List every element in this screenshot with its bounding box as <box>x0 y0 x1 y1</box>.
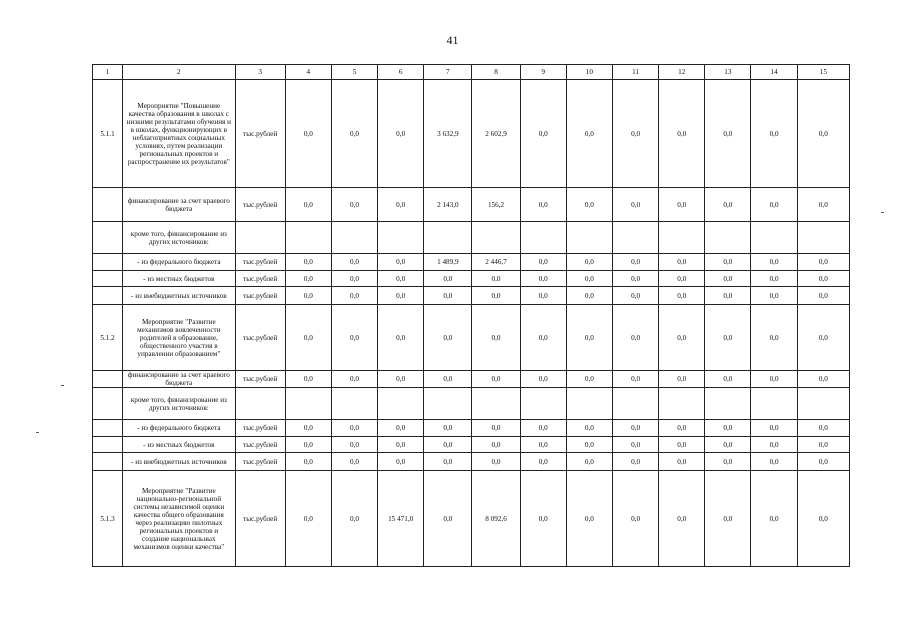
code-cell: 5.1.3 <box>93 471 123 567</box>
value-cell: 0,0 <box>751 80 797 188</box>
value-cell <box>472 222 520 254</box>
value-cell: 0,0 <box>520 305 566 371</box>
header-cell: 2 <box>123 65 235 80</box>
unit-cell: тыс.рублей <box>235 254 285 271</box>
description-cell: Мероприятие "Развитие механизмов вовлеченности родителей в образование, общественного участия в управлении образованием" <box>123 305 235 371</box>
description-cell: Мероприятие "Повышение качества образования в школах с низкими результатами обучения и в школах, функционирующих в неблагоприятных социальных условиях, путем реализации региональных проектов и распространение их результатов" <box>123 80 235 188</box>
table-row <box>93 388 850 420</box>
value-cell <box>378 222 424 254</box>
value-cell: 0,0 <box>331 271 377 287</box>
code-cell <box>93 254 123 271</box>
value-cell <box>424 388 472 420</box>
value-cell: 0,0 <box>612 254 658 271</box>
value-cell: 2 143,0 <box>424 188 472 222</box>
value-cell: 0,0 <box>378 188 424 222</box>
description-cell: - из местных бюджетов <box>123 271 235 287</box>
value-cell: 0,0 <box>751 437 797 453</box>
code-cell: 5.1.1 <box>93 80 123 188</box>
value-cell: 0,0 <box>797 437 849 453</box>
value-cell <box>566 388 612 420</box>
header-cell: 9 <box>520 65 566 80</box>
value-cell: 0,0 <box>612 453 658 471</box>
value-cell: 0,0 <box>612 80 658 188</box>
header-cell: 11 <box>612 65 658 80</box>
value-cell: 0,0 <box>797 287 849 305</box>
value-cell: 0,0 <box>331 471 377 567</box>
value-cell: 0,0 <box>797 305 849 371</box>
value-cell <box>566 222 612 254</box>
value-cell: 0,0 <box>424 420 472 437</box>
unit-cell: тыс.рублей <box>235 437 285 453</box>
header-cell: 14 <box>751 65 797 80</box>
unit-cell <box>235 222 285 254</box>
value-cell: 0,0 <box>424 471 472 567</box>
value-cell: 0,0 <box>378 80 424 188</box>
table-row <box>93 254 850 271</box>
scan-mark <box>36 432 39 433</box>
header-cell: 3 <box>235 65 285 80</box>
table-row <box>93 80 850 188</box>
code-cell <box>93 420 123 437</box>
value-cell <box>285 222 331 254</box>
value-cell <box>378 388 424 420</box>
code-cell <box>93 188 123 222</box>
value-cell: 0,0 <box>378 453 424 471</box>
value-cell: 0,0 <box>285 271 331 287</box>
table-body <box>93 80 850 567</box>
header-cell: 15 <box>797 65 849 80</box>
value-cell: 0,0 <box>378 305 424 371</box>
value-cell: 0,0 <box>705 188 751 222</box>
header-cell: 1 <box>93 65 123 80</box>
value-cell: 0,0 <box>285 188 331 222</box>
value-cell: 0,0 <box>331 437 377 453</box>
value-cell: 0,0 <box>612 471 658 567</box>
value-cell: 0,0 <box>331 287 377 305</box>
value-cell: 0,0 <box>424 305 472 371</box>
value-cell: 0,0 <box>472 371 520 388</box>
header-cell: 12 <box>659 65 705 80</box>
table-row <box>93 188 850 222</box>
value-cell: 0,0 <box>797 471 849 567</box>
table-row <box>93 287 850 305</box>
value-cell: 0,0 <box>566 305 612 371</box>
value-cell: 0,0 <box>612 287 658 305</box>
value-cell <box>797 388 849 420</box>
description-cell: - из местных бюджетов <box>123 437 235 453</box>
value-cell: 0,0 <box>520 371 566 388</box>
value-cell: 0,0 <box>612 305 658 371</box>
header-cell: 8 <box>472 65 520 80</box>
description-cell: Мероприятие "Развитие национально-региональной системы независимой оценки качества общего образования через реализацию пилотных региональных проектов и создание национальных механизмов оценки качества" <box>123 471 235 567</box>
value-cell: 0,0 <box>331 80 377 188</box>
value-cell: 0,0 <box>566 371 612 388</box>
value-cell: 0,0 <box>797 420 849 437</box>
value-cell: 0,0 <box>705 437 751 453</box>
value-cell: 0,0 <box>424 287 472 305</box>
value-cell: 0,0 <box>472 420 520 437</box>
unit-cell: тыс.рублей <box>235 80 285 188</box>
value-cell: 0,0 <box>566 471 612 567</box>
value-cell: 0,0 <box>659 371 705 388</box>
value-cell: 0,0 <box>612 420 658 437</box>
value-cell: 0,0 <box>659 80 705 188</box>
value-cell: 15 471,0 <box>378 471 424 567</box>
value-cell: 0,0 <box>285 437 331 453</box>
value-cell: 0,0 <box>331 420 377 437</box>
description-cell: - из федерального бюджета <box>123 420 235 437</box>
unit-cell: тыс.рублей <box>235 305 285 371</box>
unit-cell: тыс.рублей <box>235 420 285 437</box>
header-row <box>93 65 850 80</box>
value-cell: 0,0 <box>797 188 849 222</box>
page-number: 41 <box>446 33 459 47</box>
value-cell: 0,0 <box>797 371 849 388</box>
value-cell <box>612 222 658 254</box>
description-cell: - из федерального бюджета <box>123 254 235 271</box>
value-cell <box>751 222 797 254</box>
value-cell: 0,0 <box>612 271 658 287</box>
value-cell: 0,0 <box>751 287 797 305</box>
value-cell <box>424 222 472 254</box>
value-cell <box>751 388 797 420</box>
value-cell <box>331 222 377 254</box>
scan-mark <box>881 212 884 213</box>
value-cell: 0,0 <box>285 80 331 188</box>
value-cell: 0,0 <box>285 371 331 388</box>
code-cell <box>93 453 123 471</box>
value-cell: 2 602,9 <box>472 80 520 188</box>
value-cell: 0,0 <box>659 453 705 471</box>
table-row <box>93 222 850 254</box>
code-cell <box>93 287 123 305</box>
value-cell: 2 446,7 <box>472 254 520 271</box>
value-cell: 0,0 <box>520 437 566 453</box>
value-cell: 0,0 <box>285 471 331 567</box>
value-cell: 0,0 <box>612 188 658 222</box>
value-cell: 0,0 <box>331 188 377 222</box>
value-cell: 0,0 <box>331 371 377 388</box>
value-cell: 0,0 <box>285 453 331 471</box>
value-cell: 0,0 <box>751 371 797 388</box>
value-cell: 0,0 <box>566 453 612 471</box>
header-cell: 4 <box>285 65 331 80</box>
value-cell: 0,0 <box>378 371 424 388</box>
code-cell <box>93 222 123 254</box>
header-cell: 5 <box>331 65 377 80</box>
value-cell: 0,0 <box>659 437 705 453</box>
value-cell: 0,0 <box>705 371 751 388</box>
header-cell: 6 <box>378 65 424 80</box>
value-cell <box>659 222 705 254</box>
value-cell: 0,0 <box>472 305 520 371</box>
unit-cell: тыс.рублей <box>235 188 285 222</box>
value-cell: 0,0 <box>424 371 472 388</box>
code-cell: 5.1.2 <box>93 305 123 371</box>
code-cell <box>93 388 123 420</box>
value-cell: 0,0 <box>520 420 566 437</box>
value-cell: 0,0 <box>378 437 424 453</box>
description-cell: - из внебюджетных источников <box>123 453 235 471</box>
value-cell <box>520 388 566 420</box>
value-cell: 0,0 <box>424 271 472 287</box>
description-cell: - из внебюджетных источников <box>123 287 235 305</box>
value-cell: 0,0 <box>659 188 705 222</box>
value-cell: 0,0 <box>659 305 705 371</box>
value-cell: 0,0 <box>566 287 612 305</box>
table-row <box>93 371 850 388</box>
value-cell: 0,0 <box>751 271 797 287</box>
value-cell: 0,0 <box>378 287 424 305</box>
value-cell: 1 489,9 <box>424 254 472 271</box>
value-cell: 0,0 <box>705 471 751 567</box>
value-cell: 0,0 <box>331 453 377 471</box>
value-cell <box>659 388 705 420</box>
value-cell: 0,0 <box>520 271 566 287</box>
value-cell <box>331 388 377 420</box>
value-cell: 0,0 <box>751 254 797 271</box>
value-cell: 0,0 <box>659 471 705 567</box>
value-cell: 0,0 <box>331 305 377 371</box>
header-cell: 10 <box>566 65 612 80</box>
scan-mark <box>61 385 64 386</box>
value-cell <box>520 222 566 254</box>
value-cell: 0,0 <box>566 80 612 188</box>
value-cell: 0,0 <box>520 254 566 271</box>
value-cell: 0,0 <box>659 287 705 305</box>
header-cell: 7 <box>424 65 472 80</box>
value-cell <box>285 388 331 420</box>
value-cell: 0,0 <box>705 305 751 371</box>
value-cell: 3 632,9 <box>424 80 472 188</box>
value-cell: 0,0 <box>705 453 751 471</box>
code-cell <box>93 271 123 287</box>
value-cell: 0,0 <box>751 471 797 567</box>
value-cell: 0,0 <box>520 453 566 471</box>
value-cell <box>472 388 520 420</box>
value-cell: 0,0 <box>751 305 797 371</box>
table-row <box>93 437 850 453</box>
value-cell: 0,0 <box>659 254 705 271</box>
unit-cell: тыс.рублей <box>235 371 285 388</box>
description-cell: кроме того, финансирование из других источников: <box>123 388 235 420</box>
value-cell: 0,0 <box>797 254 849 271</box>
value-cell: 0,0 <box>472 271 520 287</box>
value-cell: 0,0 <box>520 80 566 188</box>
unit-cell <box>235 388 285 420</box>
value-cell: 0,0 <box>520 471 566 567</box>
value-cell: 0,0 <box>566 254 612 271</box>
value-cell: 0,0 <box>566 271 612 287</box>
table-row <box>93 471 850 567</box>
value-cell: 156,2 <box>472 188 520 222</box>
value-cell: 0,0 <box>797 271 849 287</box>
unit-cell: тыс.рублей <box>235 471 285 567</box>
code-cell <box>93 437 123 453</box>
description-cell: кроме того, финансирование из других источников: <box>123 222 235 254</box>
value-cell <box>705 222 751 254</box>
value-cell: 0,0 <box>285 287 331 305</box>
value-cell: 0,0 <box>659 271 705 287</box>
value-cell <box>797 222 849 254</box>
value-cell: 0,0 <box>331 254 377 271</box>
value-cell: 0,0 <box>378 271 424 287</box>
value-cell: 0,0 <box>612 437 658 453</box>
code-cell <box>93 371 123 388</box>
value-cell: 0,0 <box>472 437 520 453</box>
value-cell: 0,0 <box>797 80 849 188</box>
value-cell: 0,0 <box>705 420 751 437</box>
value-cell: 0,0 <box>751 420 797 437</box>
value-cell: 0,0 <box>472 287 520 305</box>
value-cell: 0,0 <box>751 188 797 222</box>
value-cell: 0,0 <box>378 254 424 271</box>
value-cell: 8 092,6 <box>472 471 520 567</box>
value-cell: 0,0 <box>472 453 520 471</box>
value-cell: 0,0 <box>705 80 751 188</box>
value-cell: 0,0 <box>751 453 797 471</box>
value-cell: 0,0 <box>705 271 751 287</box>
description-cell: финансирование за счет краевого бюджета <box>123 371 235 388</box>
value-cell: 0,0 <box>705 287 751 305</box>
value-cell: 0,0 <box>612 371 658 388</box>
value-cell: 0,0 <box>378 420 424 437</box>
header-cell: 13 <box>705 65 751 80</box>
value-cell: 0,0 <box>285 254 331 271</box>
table-row <box>93 271 850 287</box>
unit-cell: тыс.рублей <box>235 453 285 471</box>
value-cell: 0,0 <box>659 420 705 437</box>
table-row <box>93 305 850 371</box>
value-cell: 0,0 <box>566 188 612 222</box>
value-cell: 0,0 <box>424 453 472 471</box>
value-cell <box>612 388 658 420</box>
unit-cell: тыс.рублей <box>235 271 285 287</box>
unit-cell: тыс.рублей <box>235 287 285 305</box>
value-cell: 0,0 <box>797 453 849 471</box>
table-row <box>93 420 850 437</box>
value-cell: 0,0 <box>424 437 472 453</box>
budget-table <box>92 64 850 567</box>
value-cell: 0,0 <box>566 437 612 453</box>
value-cell: 0,0 <box>285 305 331 371</box>
value-cell: 0,0 <box>520 188 566 222</box>
value-cell: 0,0 <box>566 420 612 437</box>
value-cell <box>705 388 751 420</box>
value-cell: 0,0 <box>285 420 331 437</box>
table-row <box>93 453 850 471</box>
value-cell: 0,0 <box>705 254 751 271</box>
value-cell: 0,0 <box>520 287 566 305</box>
description-cell: финансирование за счет краевого бюджета <box>123 188 235 222</box>
